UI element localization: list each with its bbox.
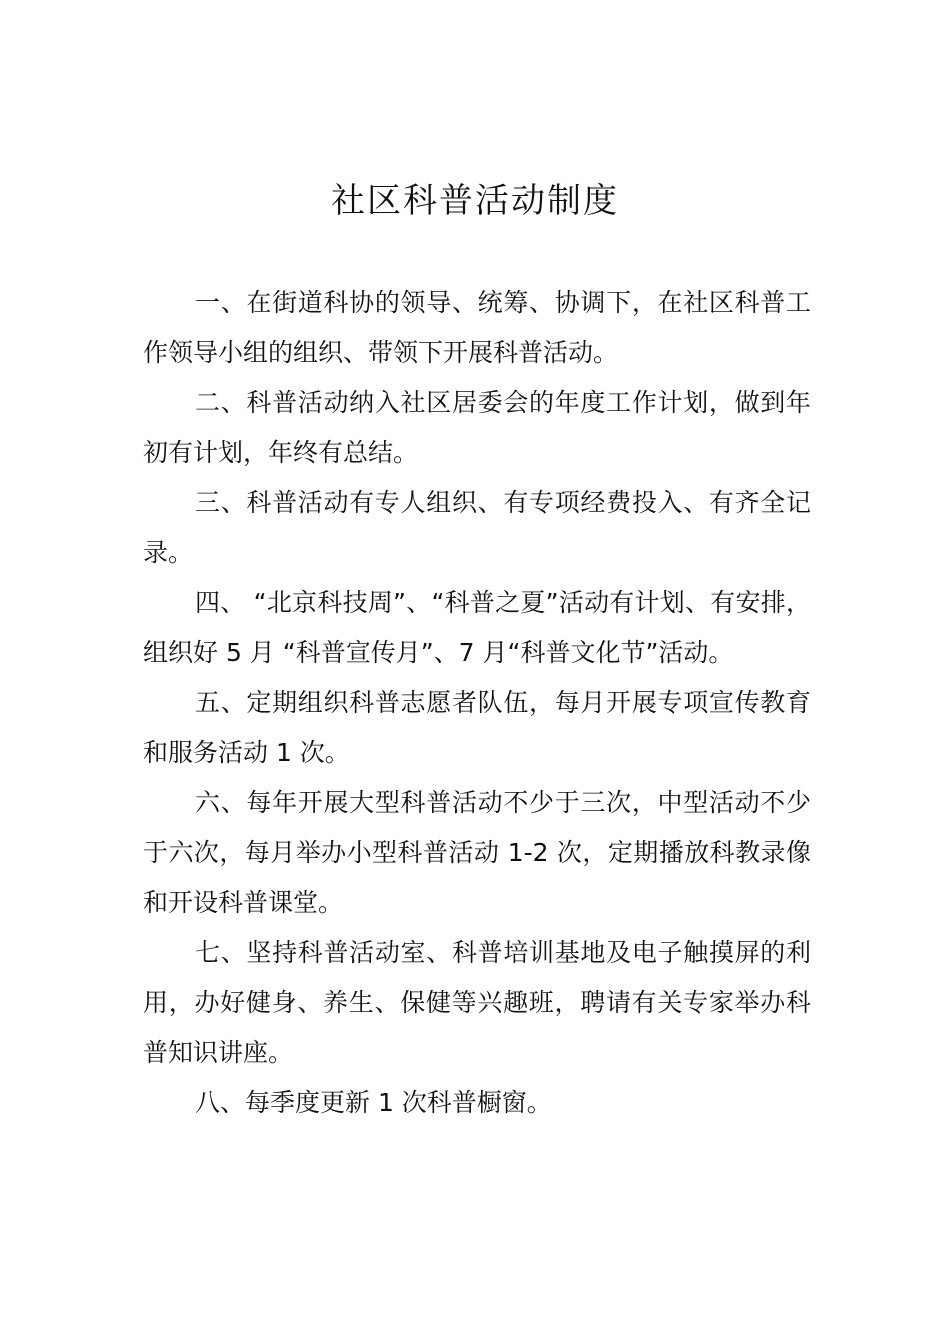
paragraph-1: 一、在街道科协的领导、统筹、协调下，在社区科普工作领导小组的组织、带领下开展科普活动。 [143,288,811,367]
paragraph-4: 四、 “北京科技周”、“科普之夏”活动有计划、有安排，组织好 5 月 “科普宣传月”、7 月“科普文化节”活动。 [143,588,811,667]
paragraph-7: 七、坚持科普活动室、科普培训基地及电子触摸屏的利用，办好健身、养生、保健等兴趣班，聘请有关专家举办科普知识讲座。 [143,938,811,1067]
document-title: 社区科普活动制度 [331,181,619,221]
paragraph-6: 六、每年开展大型科普活动不少于三次，中型活动不少于六次，每月举办小型科普活动 1-2 次，定期播放科教录像和开设科普课堂。 [143,788,811,917]
paragraph-2: 二、科普活动纳入社区居委会的年度工作计划，做到年初有计划，年终有总结。 [143,388,811,467]
document-body [143,278,811,1128]
paragraph-8: 八、每季度更新 1 次科普橱窗。 [195,1088,552,1117]
paragraph-3: 三、科普活动有专人组织、有专项经费投入、有齐全记录。 [143,488,811,567]
paragraph-5: 五、定期组织科普志愿者队伍，每月开展专项宣传教育和服务活动 1 次。 [143,688,811,767]
